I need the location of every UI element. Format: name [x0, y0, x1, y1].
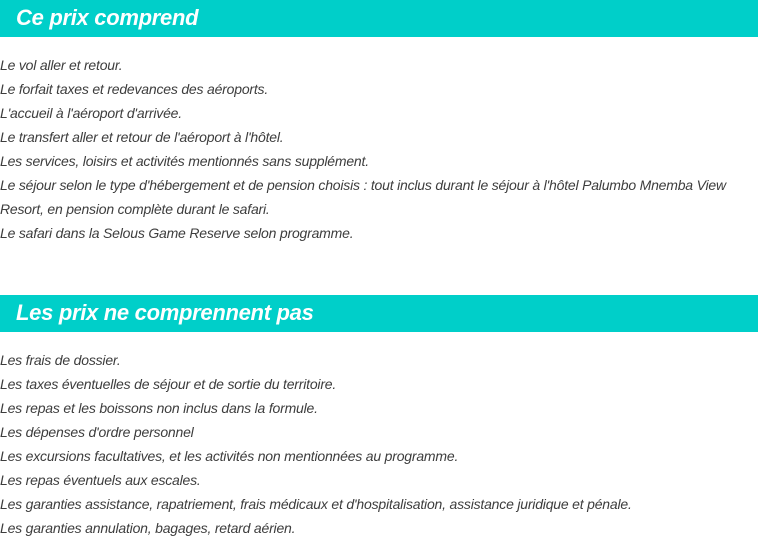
price-includes-list: [0, 53, 758, 245]
list-item: Le forfait taxes et redevances des aéroports.: [0, 81, 269, 97]
list-item: Les frais de dossier.: [0, 352, 121, 368]
list-item: Les repas et les boissons non inclus dans la formule.: [0, 400, 318, 416]
list-item: Les garanties annulation, bagages, retard aérien.: [0, 520, 296, 536]
list-item: Les taxes éventuelles de séjour et de sortie du territoire.: [0, 376, 337, 392]
list-item: Les repas éventuels aux escales.: [0, 472, 201, 488]
price-excludes-header: [0, 295, 758, 332]
price-excludes-title: Les prix ne comprennent pas: [16, 299, 314, 325]
price-includes-section: [0, 0, 758, 245]
list-item: L'accueil à l'aéroport d'arrivée.: [0, 105, 182, 121]
list-item: Les excursions facultatives, et les activités non mentionnées au programme.: [0, 448, 459, 464]
list-item: Le vol aller et retour.: [0, 57, 123, 73]
price-excludes-list: [0, 348, 758, 540]
list-item: Le safari dans la Selous Game Reserve selon programme.: [0, 225, 354, 241]
list-item: Les dépenses d'ordre personnel: [0, 424, 194, 440]
price-includes-title: Ce prix comprend: [16, 4, 199, 30]
price-includes-header: [0, 0, 758, 37]
list-item: Le transfert aller et retour de l'aéroport à l'hôtel.: [0, 129, 284, 145]
list-item: Les services, loisirs et activités mentionnés sans supplément.: [0, 153, 369, 169]
list-item: Les garanties assistance, rapatriement, frais médicaux et d'hospitalisation, assistance juridique et pénale.: [0, 496, 632, 512]
price-excludes-section: [0, 295, 758, 540]
list-item: Le séjour selon le type d'hébergement et de pension choisis : tout inclus durant le séjour à l'hôtel Palumbo Mnemba View Resort, en pension complète durant le safari.: [0, 177, 726, 217]
